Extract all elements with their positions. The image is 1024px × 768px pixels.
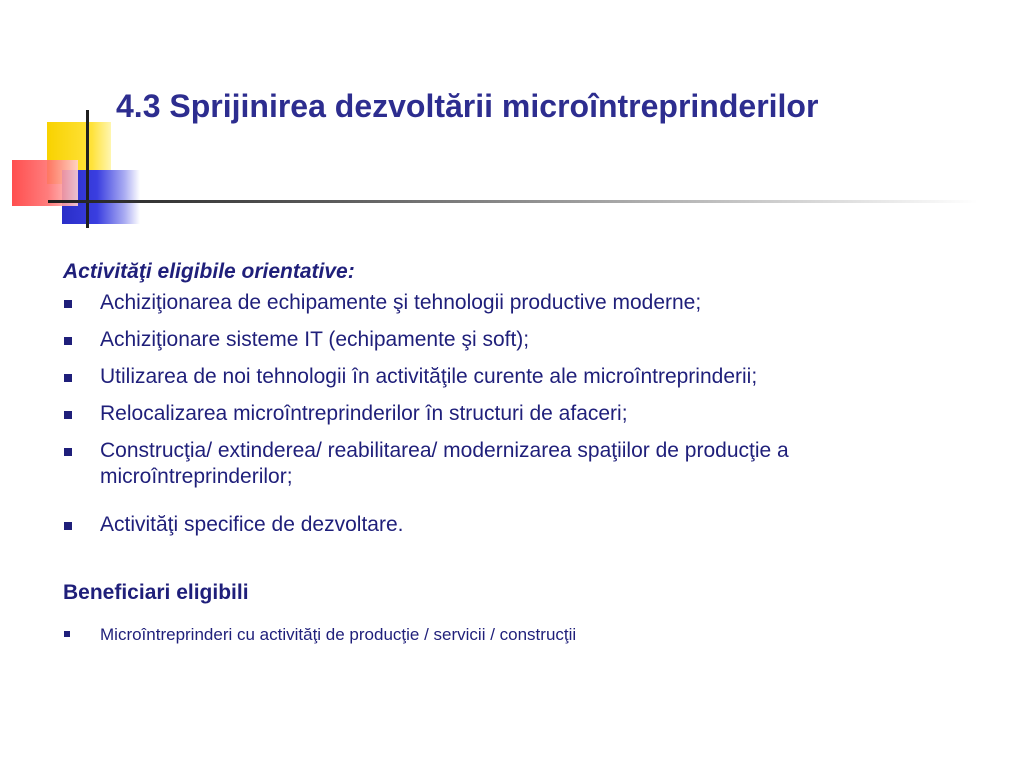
slide-title: 4.3 Sprijinirea dezvoltării microîntreprinderilor	[116, 88, 819, 124]
activities-list	[63, 290, 963, 538]
beneficiaries-heading: Beneficiari eligibili	[63, 581, 249, 604]
square-bullet-icon	[64, 300, 72, 308]
list-item	[63, 327, 963, 353]
list-item	[63, 512, 963, 538]
square-bullet-icon	[64, 337, 72, 345]
list-item-text: Activităţi specifice de dezvoltare.	[100, 513, 404, 536]
beneficiaries-list	[63, 623, 963, 647]
list-item	[63, 623, 963, 647]
spacer	[63, 549, 963, 579]
square-bullet-icon	[64, 522, 72, 530]
list-item	[63, 364, 780, 390]
list-item	[63, 438, 930, 490]
slide-content	[63, 258, 963, 647]
list-item-text: Achiziţionarea de echipamente şi tehnologii productive moderne;	[100, 291, 702, 314]
list-item	[63, 401, 963, 427]
list-item-text: Microîntreprinderi cu activităţi de producţie / servicii / construcţii	[100, 625, 577, 644]
title-underline	[48, 200, 978, 203]
square-bullet-icon	[64, 411, 72, 419]
list-item-text: Utilizarea de noi tehnologii în activităţile curente ale microîntreprinderii;	[100, 365, 758, 388]
list-item	[63, 290, 963, 316]
list-item-text: Relocalizarea microîntreprinderilor în structuri de afaceri;	[100, 402, 628, 425]
logo-vertical-line	[86, 110, 89, 228]
square-bullet-icon	[64, 374, 72, 382]
square-bullet-icon	[64, 631, 70, 637]
list-item-text: Construcţia/ extinderea/ reabilitarea/ modernizarea spaţiilor de producţie a microîntreprinderilor;	[100, 439, 789, 488]
list-item-text: Achiziţionare sisteme IT (echipamente şi soft);	[100, 328, 530, 351]
activities-heading: Activităţi eligibile orientative:	[63, 260, 355, 283]
square-bullet-icon	[64, 448, 72, 456]
